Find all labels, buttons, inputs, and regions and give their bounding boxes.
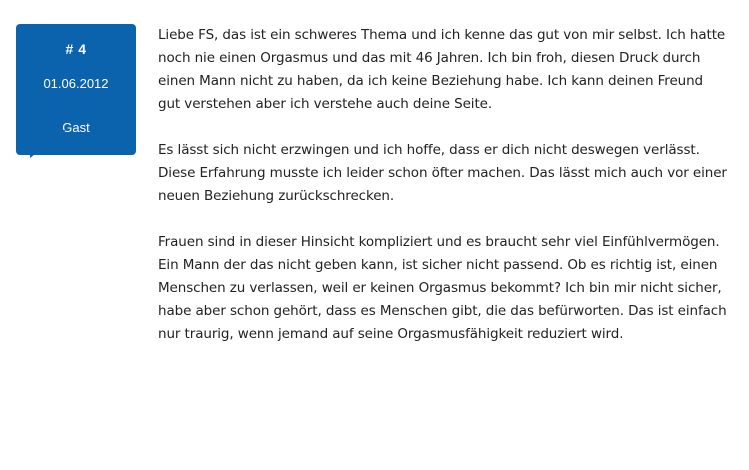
post-content [158,24,728,369]
post-paragraph-1: Liebe FS, das ist ein schweres Thema und ich kenne das gut von mir selbst. Ich hatte noch nie einen Orgasmus und das mit 46 Jahren. Ich bin froh, diesen Druck durch einen Mann nicht zu haben, da ich keine Beziehung habe. Ich kann deinen Freund gut verstehen aber ich verstehe auch deine Seite. [158,27,726,112]
post-paragraph-2: Es lässt sich nicht erzwingen und ich hoffe, dass er dich nicht deswegen verlässt. Diese Erfahrung musste ich leider schon öfter machen. Das lässt mich auch vor einer neuen Beziehung zurückschrecken. [158,142,727,204]
post-date: 01.06.2012 [43,76,109,91]
post-paragraph-3: Frauen sind in dieser Hinsicht kompliziert und es braucht sehr viel Einfühlvermögen. Ein Mann der das nicht geben kann, ist sicher nicht passend. Ob es richtig ist, einen Menschen zu verlassen, weil er keinen Orgasmus bekommt? Ich bin mir nicht sicher, habe aber schon gehört, dass es Menschen gibt, die das befürworten. Das ist einfach nur traurig, wenn jemand auf seine Orgasmusfähigkeit reduziert wird. [158,234,727,342]
post-number[interactable]: # 4 [65,41,87,57]
speech-bubble-tail [30,130,66,158]
post-author: Gast [62,120,90,135]
